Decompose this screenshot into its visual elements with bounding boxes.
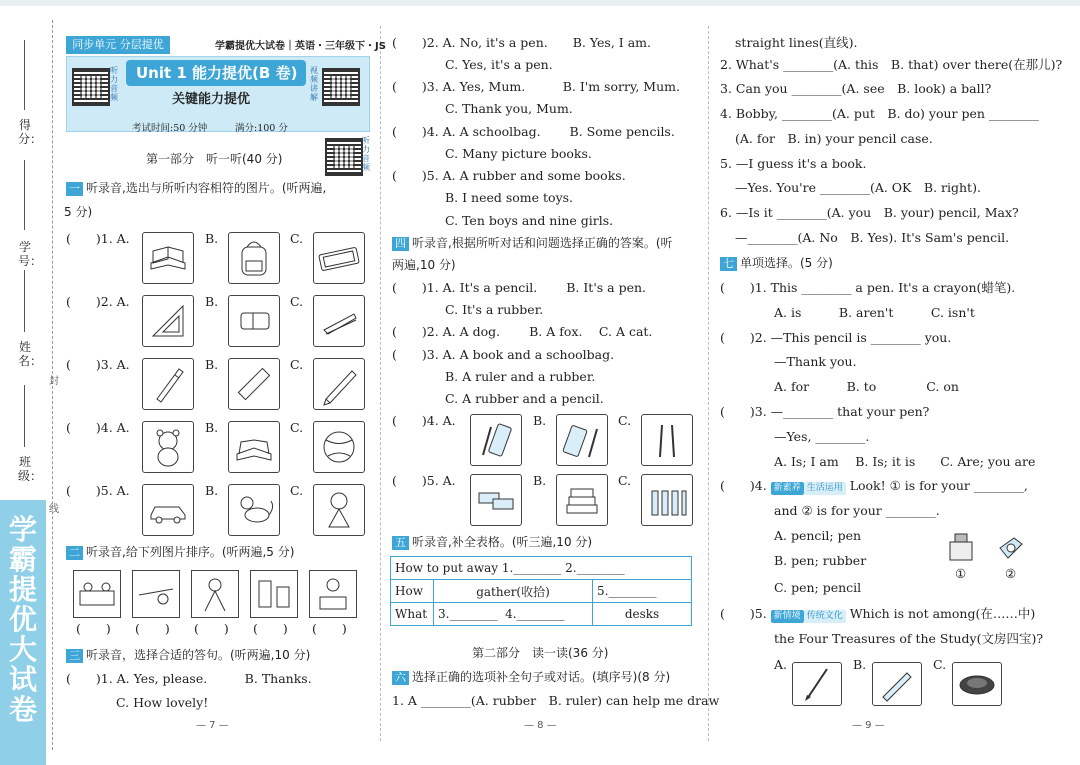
s7-q3-reply[interactable]: —Yes, ________. [774, 429, 870, 444]
s4-q4: ( )4. A. [392, 413, 456, 428]
section4-number: 四 [392, 237, 409, 251]
s7-q5-number: ( )5. [720, 606, 767, 621]
brush-picture[interactable] [792, 662, 842, 706]
section3-title [66, 648, 310, 663]
teddy-bear-picture[interactable] [142, 421, 194, 473]
section2-title [66, 545, 294, 560]
page-number-8: — 8 — [524, 720, 557, 731]
bind-mark-line: 线 [49, 504, 59, 515]
part2-title: 第二部分 读一读(36 分) [472, 646, 609, 660]
s3-q4-c: C. Many picture books. [445, 146, 592, 161]
s1-q5-b: B. [205, 483, 219, 498]
full-score: 满分:100 分 [235, 123, 288, 134]
fountain-pen-picture[interactable] [872, 662, 922, 706]
circle-2: ② [1005, 566, 1017, 581]
s1-q4-c: C. [290, 420, 304, 435]
s3-q2: ( )2. A. No, it's a pen. B. Yes, I am. [392, 35, 651, 50]
qr-left-label: 听力音频 [110, 66, 118, 102]
s6-q4[interactable]: 4. Bobby, ________(A. put B. do) your pen ________ [720, 106, 1039, 121]
s7-q5-cont: the Four Treasures of the Study(文房四宝)? [774, 631, 1044, 646]
s7-q2[interactable]: ( )2. —This pencil is ________ you. [720, 330, 952, 345]
s1-q1-c: C. [290, 231, 304, 246]
books-picture[interactable] [556, 474, 608, 526]
table-what: What [391, 603, 434, 626]
table-desks: desks [593, 603, 692, 626]
s7-q2-reply: —Thank you. [774, 354, 857, 369]
section4-title [392, 236, 673, 251]
section1-title [66, 181, 326, 196]
column-divider-1 [380, 26, 382, 741]
order-blank-4[interactable]: ( ) [253, 621, 288, 636]
s6-q4-cont: (A. for B. in) your pencil case. [735, 131, 933, 146]
s1-q5-c: C. [290, 483, 304, 498]
section6-text: 选择正确的选项补全句子或对话。(填序号)(8 分) [412, 670, 671, 684]
doll-picture[interactable] [313, 484, 365, 536]
s1-q2: ( )2. A. [66, 294, 130, 309]
series-header: 学霸提优大试卷｜英语・三年级下・JS [215, 41, 386, 52]
s7-q4 [720, 479, 1028, 495]
s7-q3-options: A. Is; I am B. Is; it is C. Are; you are [774, 454, 1036, 469]
s7-q1[interactable]: ( )1. This ________ a pen. It's a crayon(蜡笔). [720, 280, 1016, 295]
s4-q3-c: C. A rubber and a pencil. [445, 391, 604, 406]
section2-number: 二 [66, 546, 83, 560]
s7-q5 [720, 607, 1035, 623]
table-blank-3[interactable]: 3.________ [438, 607, 498, 621]
pencil-sharpener-icon [994, 530, 1028, 564]
s3-q1-c: C. How lovely! [116, 695, 209, 710]
s4-q5-b: B. [533, 473, 547, 488]
section6-title [392, 670, 670, 685]
score-label: 得分： [18, 118, 43, 146]
traditional-culture-badge: 传统文化 [804, 610, 846, 623]
case-and-pen-picture[interactable] [556, 414, 608, 466]
s1-q1: ( )1. A. [66, 231, 130, 246]
section7-title [720, 256, 833, 271]
s3-q2-c: C. Yes, it's a pen. [445, 57, 553, 72]
put-away-table [390, 556, 692, 626]
student-id-label: 学号： [18, 240, 43, 268]
order-blank-5[interactable]: ( ) [312, 621, 347, 636]
spine-title: 学霸提优大试卷 [8, 513, 37, 726]
s3-q3: ( )3. A. Yes, Mum. B. I'm sorry, Mum. [392, 79, 680, 94]
s7-q4-option-c: C. pen; pencil [774, 580, 862, 595]
s4-q5-c: C. [618, 473, 632, 488]
s1-q1-b: B. [205, 231, 219, 246]
rubber-picture[interactable] [228, 295, 280, 347]
s7-q5-c: C. [933, 657, 947, 672]
pencil-case-picture[interactable] [313, 232, 365, 284]
part1-title: 第一部分 听一听(40 分) [146, 152, 283, 166]
exam-time: 考试时间:50 分钟 [132, 123, 208, 134]
qr-mid-label: 听力音频 [362, 136, 370, 172]
s3-q5: ( )5. A. A rubber and some books. [392, 168, 626, 183]
table-blank-3-4 [434, 603, 593, 626]
s1-q3: ( )3. A. [66, 357, 130, 372]
s6-q6[interactable]: 6. —Is it ________(A. you B. your) pencil, Max? [720, 205, 1019, 220]
rubbers-picture[interactable] [470, 474, 522, 526]
s3-q4: ( )4. A. A schoolbag. B. Some pencils. [392, 124, 675, 139]
subtitle: 关键能力提优 [172, 92, 251, 107]
new-context-badge: 新情境 [771, 610, 804, 623]
ball-picture[interactable] [313, 421, 365, 473]
s7-q4-cont[interactable]: and ② is for your ________. [774, 503, 940, 518]
inkstone-picture[interactable] [952, 662, 1002, 706]
order-picture-2[interactable] [132, 570, 180, 618]
s6-q5-cont[interactable]: —Yes. You're ________(A. OK B. right). [735, 180, 981, 195]
s4-q5: ( )5. A. [392, 473, 456, 488]
book-picture[interactable] [142, 232, 194, 284]
triangle-ruler-picture[interactable] [142, 295, 194, 347]
order-picture-3[interactable] [191, 570, 239, 618]
column-divider-2 [708, 26, 710, 741]
section3-text: 听录音，选择合适的答句。(听两遍,10 分) [86, 648, 311, 662]
s7-q4-option-a: A. pencil; pen [774, 528, 862, 543]
s6-q2[interactable]: 2. What's ________(A. this B. that) over there(在那儿)? [720, 57, 1063, 72]
s4-q4-b: B. [533, 413, 547, 428]
bind-mark-seal: 封 [49, 376, 59, 387]
open-book-picture[interactable] [228, 421, 280, 473]
s1-q5: ( )5. A. [66, 483, 130, 498]
s7-q2-options: A. for B. to C. on [774, 379, 959, 394]
qr-code-left[interactable] [72, 68, 110, 106]
cat-picture[interactable] [228, 484, 280, 536]
s7-q4-number: ( )4. [720, 478, 767, 493]
table-header-row[interactable]: How to put away 1.________ 2.________ [391, 557, 692, 580]
s6-q1[interactable]: 1. A ________(A. rubber B. ruler) can help me draw [392, 693, 720, 708]
score-line [24, 40, 25, 110]
s4-q1: ( )1. A. It's a pencil. B. It's a pen. [392, 280, 646, 295]
section5-text: 听录音,补全表格。(听三遍,10 分) [412, 535, 593, 549]
car-picture[interactable] [142, 484, 194, 536]
class-label: 班级： [18, 455, 43, 483]
schoolbag-picture[interactable] [228, 232, 280, 284]
s1-q3-c: C. [290, 357, 304, 372]
section6-number: 六 [392, 671, 409, 685]
top-bar [0, 0, 1080, 6]
table-blank-4[interactable]: 4.________ [505, 607, 565, 621]
s1-q2-c: C. [290, 294, 304, 309]
s4-q3-b: B. A ruler and a rubber. [445, 369, 596, 384]
section7-text: 单项选择。(5 分) [740, 256, 833, 270]
s3-q3-c: C. Thank you, Mum. [445, 101, 573, 116]
section1-number: 一 [66, 182, 83, 196]
section5-title [392, 535, 592, 550]
section1-text: 听录音,选出与所听内容相符的图片。(听两遍, [86, 181, 327, 195]
order-picture-5[interactable] [309, 570, 357, 618]
s3-q5-b: B. I need some toys. [445, 190, 574, 205]
s1-q3-b: B. [205, 357, 219, 372]
qr-code-audio[interactable] [325, 138, 363, 176]
s3-q5-c: C. Ten boys and nine girls. [445, 213, 614, 228]
section3-number: 三 [66, 649, 83, 663]
class-line [24, 385, 25, 447]
section2-text: 听录音,给下列图片排序。(听两遍,5 分) [86, 545, 295, 559]
pencils-picture[interactable] [641, 474, 693, 526]
s4-q4-c: C. [618, 413, 632, 428]
s4-q2: ( )2. A. A dog. B. A fox. C. A cat. [392, 324, 653, 339]
s7-q3[interactable]: ( )3. —________ that your pen? [720, 404, 930, 419]
name-label: 姓名： [18, 340, 43, 368]
unit-title: Unit 1 能力提优(B 卷) [136, 64, 298, 82]
section1-title-cont: 5 分) [64, 205, 93, 219]
order-blank-2[interactable]: ( ) [135, 621, 170, 636]
section4-title-cont: 两遍,10 分) [392, 258, 456, 272]
s6-q1-cont: straight lines(直线). [735, 35, 858, 50]
table-how: How [391, 580, 434, 603]
page-number-7: — 7 — [196, 720, 229, 731]
s7-q5-a: A. [774, 657, 788, 672]
ruler-picture[interactable] [228, 358, 280, 410]
ink-bottle-icon [944, 530, 978, 564]
s7-q4-option-b: B. pen; rubber [774, 553, 867, 568]
section7-number: 七 [720, 257, 737, 271]
qr-code-right[interactable] [322, 68, 360, 106]
s3-q1: ( )1. A. Yes, please. B. Thanks. [66, 671, 312, 686]
student-id-line [24, 160, 25, 230]
order-blank-3[interactable]: ( ) [194, 621, 229, 636]
pencil-picture[interactable] [313, 358, 365, 410]
page-number-9: — 9 — [852, 720, 885, 731]
life-use-badge: 生活运用 [804, 482, 846, 495]
s1-q2-b: B. [205, 294, 219, 309]
pen-picture[interactable] [142, 358, 194, 410]
name-line [24, 270, 25, 332]
section4-text: 听录音,根据所听对话和问题选择正确的答案。(听 [412, 236, 673, 250]
s7-q1-options: A. is B. aren't C. isn't [774, 305, 975, 320]
s4-q3: ( )3. A. A book and a schoolbag. [392, 347, 615, 362]
s7-q5-b: B. [853, 657, 867, 672]
table-blank-5[interactable]: 5.________ [593, 580, 692, 603]
order-picture-4[interactable] [250, 570, 298, 618]
new-literacy-badge: 新素养 [771, 482, 804, 495]
stapler-picture[interactable] [313, 295, 365, 347]
circle-1: ① [955, 566, 967, 581]
series-tag: 同步单元 分层提优 [66, 36, 170, 54]
s7-q5-text: Which is not among(在……中) [849, 606, 1036, 621]
pens-and-case-picture[interactable] [470, 414, 522, 466]
qr-right-label: 视频讲解 [310, 66, 318, 102]
two-pens-picture[interactable] [641, 414, 693, 466]
order-blank-1[interactable]: ( ) [76, 621, 111, 636]
section5-number: 五 [392, 536, 409, 550]
s7-q4-text[interactable]: Look! ① is for your ________, [849, 478, 1028, 493]
s1-q4: ( )4. A. [66, 420, 130, 435]
order-picture-1[interactable] [73, 570, 121, 618]
s4-q1-c: C. It's a rubber. [445, 302, 544, 317]
s6-q3[interactable]: 3. Can you ________(A. see B. look) a ball? [720, 81, 992, 96]
s1-q4-b: B. [205, 420, 219, 435]
s6-q6-cont[interactable]: —________(A. No B. Yes). It's Sam's pencil. [735, 230, 1010, 245]
table-gather: gather(收拾) [434, 580, 593, 603]
s6-q5: 5. —I guess it's a book. [720, 156, 867, 171]
